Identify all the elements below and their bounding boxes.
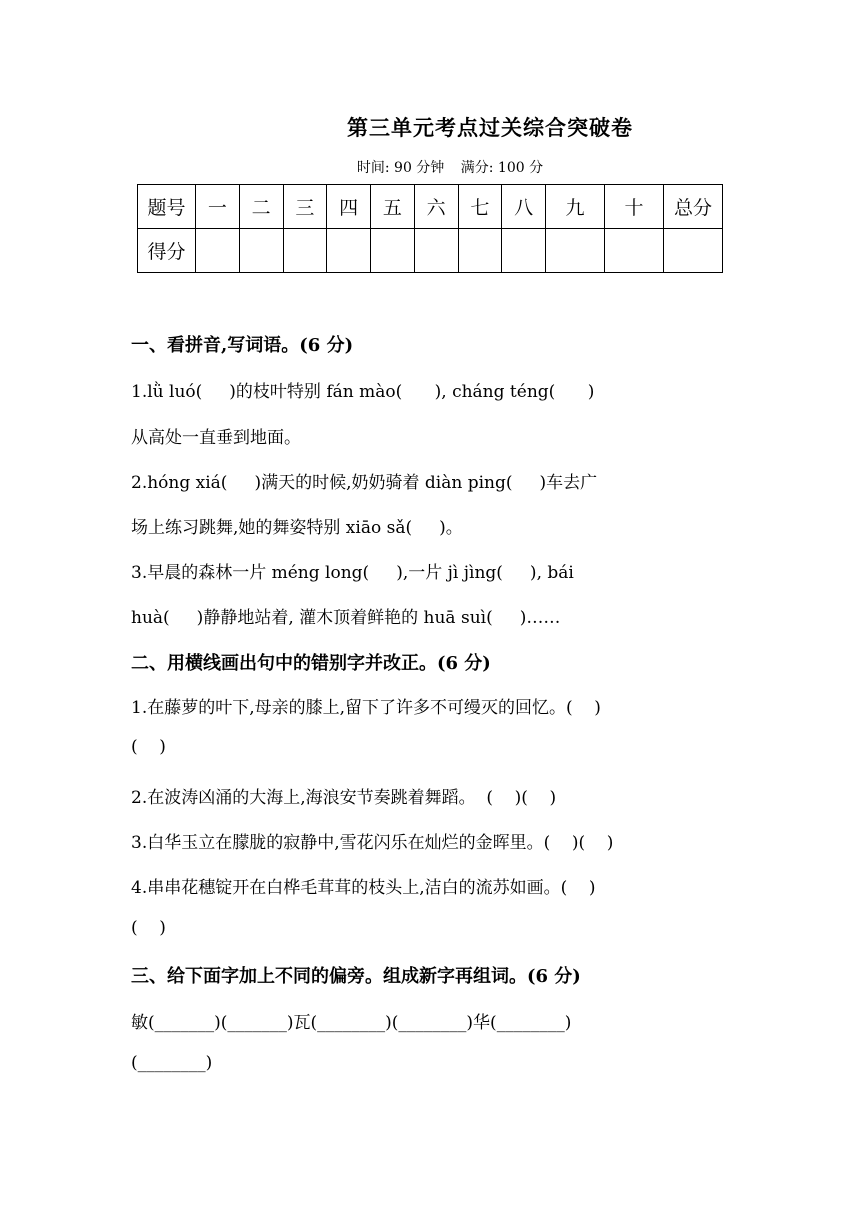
score-input-cell[interactable]	[239, 229, 283, 273]
score-input-cell[interactable]	[502, 229, 546, 273]
section-3-heading: 三、给下面字加上不同的偏旁。组成新字再组词。(6 分)	[131, 966, 581, 987]
question-line: ( )	[131, 918, 166, 938]
section-2-heading: 二、用横线画出句中的错别字并改正。(6 分)	[131, 653, 491, 674]
score-input-cell[interactable]	[664, 229, 723, 273]
question-line: 4.串串花穗锭开在白桦毛茸茸的枝头上,洁白的流苏如画。( )	[131, 878, 596, 898]
score-input-cell[interactable]	[371, 229, 415, 273]
question-line: 1.在藤萝的叶下,母亲的膝上,留下了许多不可缦灭的回忆。( )	[131, 698, 601, 718]
score-cell: 一	[196, 185, 240, 229]
question-line: huà( )静静地站着, 灌木顶着鲜艳的 huā suì( )……	[131, 608, 561, 628]
question-line: 2.在波涛凶涌的大海上,海浪安节奏跳着舞蹈。 ( )( )	[131, 788, 557, 808]
score-cell: 题号	[138, 185, 196, 229]
section-1-heading: 一、看拼音,写词语。(6 分)	[131, 335, 354, 356]
full-score: 满分: 100 分	[460, 160, 544, 176]
score-row-label: 得分	[138, 229, 196, 273]
question-line: (________)	[131, 1053, 213, 1073]
score-cell: 七	[458, 185, 502, 229]
score-cell: 八	[502, 185, 546, 229]
question-line: 2.hóng xiá( )满天的时候,奶奶骑着 diàn ping( )车去广	[131, 473, 598, 493]
score-cell: 九	[546, 185, 605, 229]
score-table-header-row	[138, 185, 723, 229]
score-input-cell[interactable]	[196, 229, 240, 273]
question-line: 3.白华玉立在朦胧的寂静中,雪花闪乐在灿烂的金晖里。( )( )	[131, 833, 614, 853]
score-cell: 总分	[664, 185, 723, 229]
score-table	[137, 184, 723, 273]
score-input-cell[interactable]	[414, 229, 458, 273]
score-cell: 二	[239, 185, 283, 229]
score-input-cell[interactable]	[283, 229, 327, 273]
score-cell: 五	[371, 185, 415, 229]
score-input-cell[interactable]	[546, 229, 605, 273]
page-title: 第三单元考点过关综合突破卷	[347, 115, 633, 140]
score-cell: 四	[327, 185, 371, 229]
score-cell: 十	[605, 185, 664, 229]
question-line: 3.早晨的森林一片 méng long( ),一片 jì jìng( ), bái	[131, 563, 574, 583]
score-cell: 六	[414, 185, 458, 229]
question-line: 场上练习跳舞,她的舞姿特别 xiāo sǎ( )。	[131, 518, 463, 538]
time-limit: 时间: 90 分钟	[356, 160, 445, 176]
exam-info	[0, 157, 860, 177]
question-line: 敏(_______)(_______)瓦(________)(________)华(________)	[131, 1013, 572, 1033]
question-line: 从高处一直垂到地面。	[131, 428, 301, 448]
score-cell: 三	[283, 185, 327, 229]
question-line: ( )	[131, 737, 166, 757]
question-line: 1.lǜ luó( )的枝叶特别 fán mào( ), cháng téng( )	[131, 382, 595, 402]
score-input-cell[interactable]	[605, 229, 664, 273]
score-table-score-row	[138, 229, 723, 273]
score-input-cell[interactable]	[458, 229, 502, 273]
score-input-cell[interactable]	[327, 229, 371, 273]
